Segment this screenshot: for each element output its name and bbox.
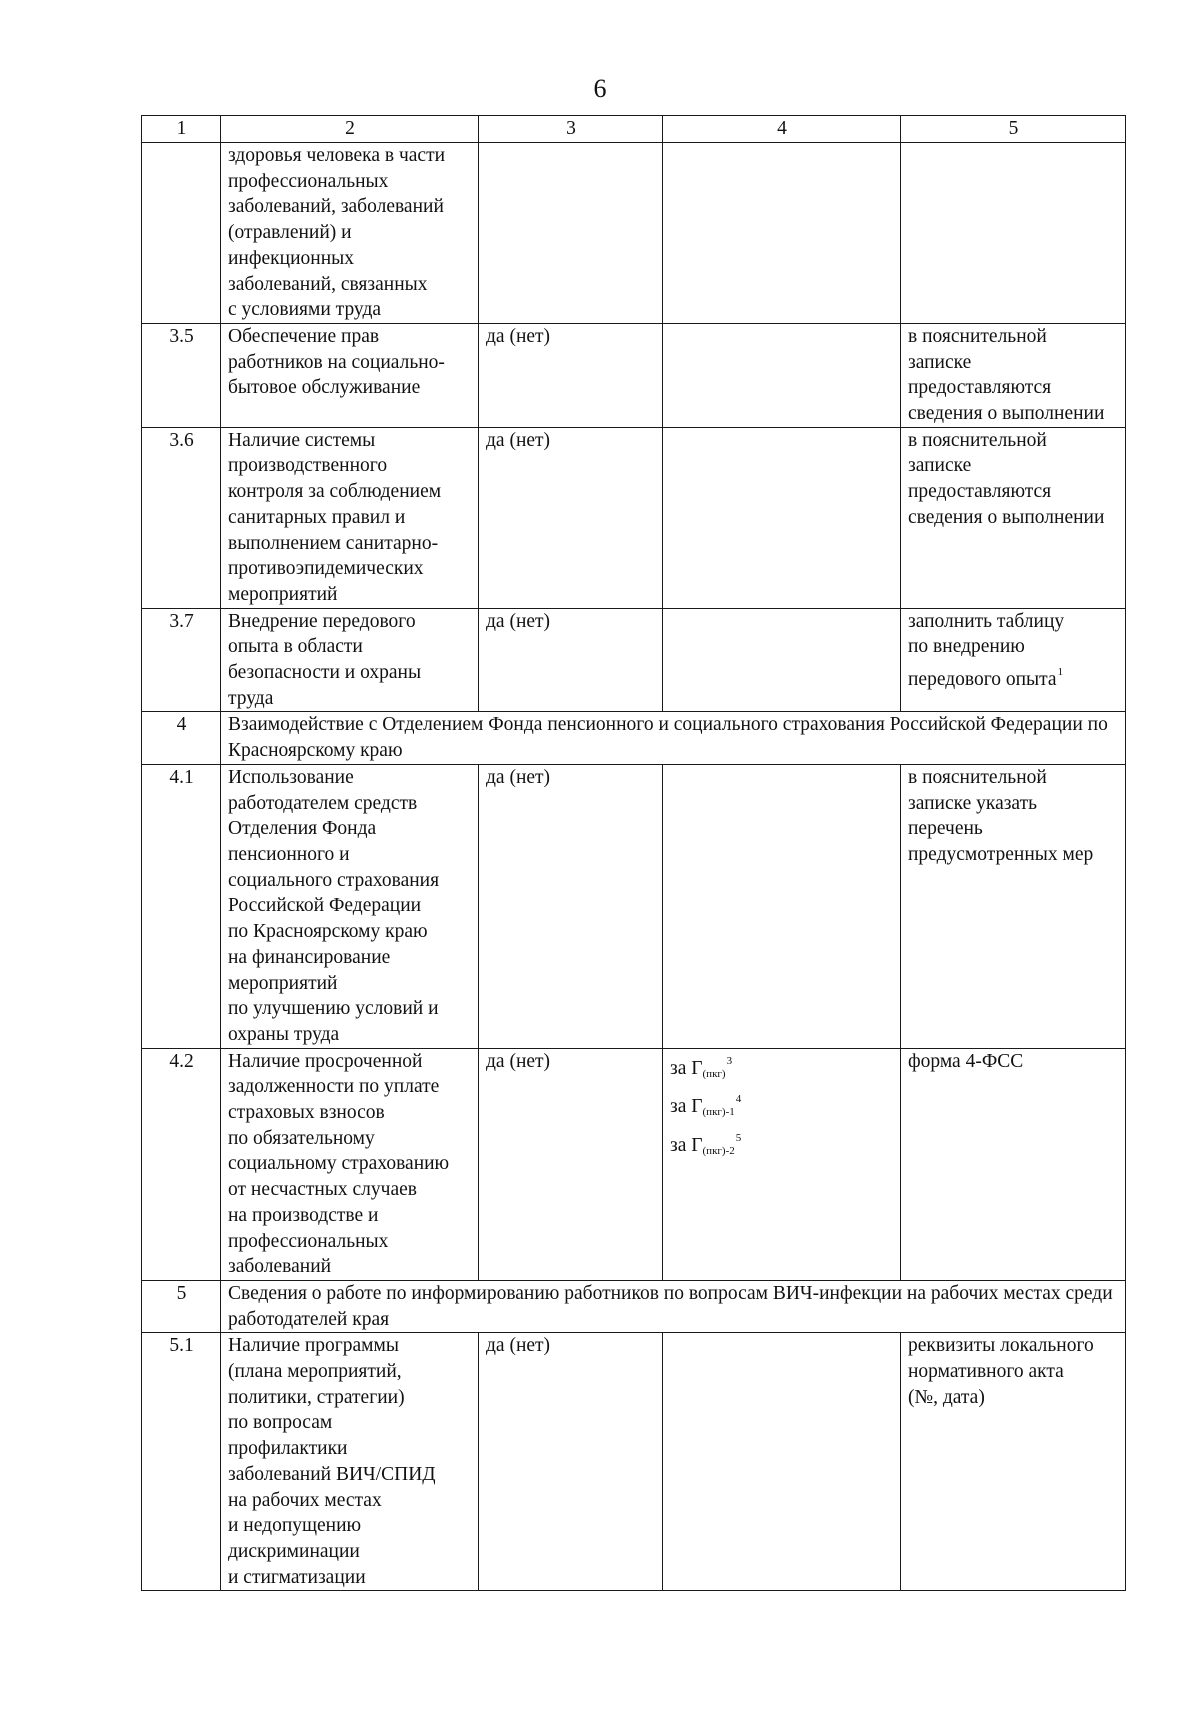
row-description: здоровья человека в части профессиональных заболеваний, заболеваний (отравлений) и инфекционных заболеваний, связанных с условиями труда xyxy=(221,143,479,324)
table-header-row xyxy=(142,116,1126,143)
row-note-text: заполнить таблицу по внедрению передового опыта xyxy=(908,610,1065,691)
row-note xyxy=(901,608,1126,712)
section-title: Взаимодействие с Отделением Фонда пенсионного и социального страхования Российской Федерации по Красноярскому краю xyxy=(221,712,1126,764)
section-row xyxy=(142,712,1126,764)
page-number: 6 xyxy=(593,74,607,103)
section-number: 4 xyxy=(142,712,221,764)
section-title: Сведения о работе по информированию работников по вопросам ВИЧ-инфекции на рабочих местах среди работодателей края xyxy=(221,1280,1126,1332)
table-row xyxy=(142,764,1126,1048)
row-number xyxy=(142,143,221,324)
row-description: Наличие программы (плана мероприятий, политики, стратегии) по вопросам профилактики заболеваний ВИЧ/СПИД на рабочих местах и недопущению дискриминации и стигматизации xyxy=(221,1333,479,1591)
row-number: 4.1 xyxy=(142,764,221,1048)
column-header: 5 xyxy=(901,116,1126,143)
table-row xyxy=(142,323,1126,427)
row-number: 4.2 xyxy=(142,1048,221,1280)
row-description: Обеспечение прав работников на социально- бытовое обслуживание xyxy=(221,323,479,427)
section-number: 5 xyxy=(142,1280,221,1332)
table-row xyxy=(142,1048,1126,1280)
period-line: за $Г_{(пкг)-1}^4$ xyxy=(670,1093,742,1119)
row-answer: да (нет) xyxy=(479,608,663,712)
row-description: Использование работодателем средств Отделения Фонда пенсионного и социального страхования Российской Федерации по Красноярскому краю на финансирование мероприятий по улучшению условий и охраны труда xyxy=(221,764,479,1048)
row-answer: да (нет) xyxy=(479,1048,663,1280)
column-header: 1 xyxy=(142,116,221,143)
row-description: Внедрение передового опыта в области безопасности и охраны труда xyxy=(221,608,479,712)
table-row xyxy=(142,143,1126,324)
section-row xyxy=(142,1280,1126,1332)
row-description: Наличие системы производственного контроля за соблюдением санитарных правил и выполнением санитарно- противоэпидемических мероприятий xyxy=(221,427,479,608)
row-period xyxy=(663,427,901,608)
row-period xyxy=(663,764,901,1048)
row-note: в пояснительной записке предоставляются сведения о выполнении xyxy=(901,427,1126,608)
document-table xyxy=(141,115,1126,1591)
row-period xyxy=(663,323,901,427)
row-note xyxy=(901,143,1126,324)
row-description: Наличие просроченной задолженности по уплате страховых взносов по обязательному социальному страхованию от несчастных случаев на производстве и профессиональных заболеваний xyxy=(221,1048,479,1280)
row-period xyxy=(663,608,901,712)
column-header: 2 xyxy=(221,116,479,143)
row-period xyxy=(663,1048,901,1280)
row-answer: да (нет) xyxy=(479,1333,663,1591)
row-number: 3.5 xyxy=(142,323,221,427)
row-note: в пояснительной записке предоставляются сведения о выполнении xyxy=(901,323,1126,427)
column-header: 3 xyxy=(479,116,663,143)
row-answer xyxy=(479,143,663,324)
period-line: за $Г_{(пкг)}^3$ xyxy=(670,1054,733,1080)
row-note: реквизиты локального нормативного акта (№, дата) xyxy=(901,1333,1126,1591)
row-note: форма 4-ФСС xyxy=(901,1048,1126,1280)
row-number: 5.1 xyxy=(142,1333,221,1591)
column-header: 4 xyxy=(663,116,901,143)
row-period xyxy=(663,143,901,324)
table-row xyxy=(142,608,1126,712)
row-answer: да (нет) xyxy=(479,764,663,1048)
period-line: за $Г_{(пкг)-2}^5$ xyxy=(670,1132,742,1158)
row-answer: да (нет) xyxy=(479,323,663,427)
row-period xyxy=(663,1333,901,1591)
row-number: 3.6 xyxy=(142,427,221,608)
row-number: 3.7 xyxy=(142,608,221,712)
row-note: в пояснительной записке указать перечень предусмотренных мер xyxy=(901,764,1126,1048)
table-row xyxy=(142,1333,1126,1591)
table-row xyxy=(142,427,1126,608)
row-answer: да (нет) xyxy=(479,427,663,608)
footnote-mark: 1 xyxy=(1057,666,1064,679)
